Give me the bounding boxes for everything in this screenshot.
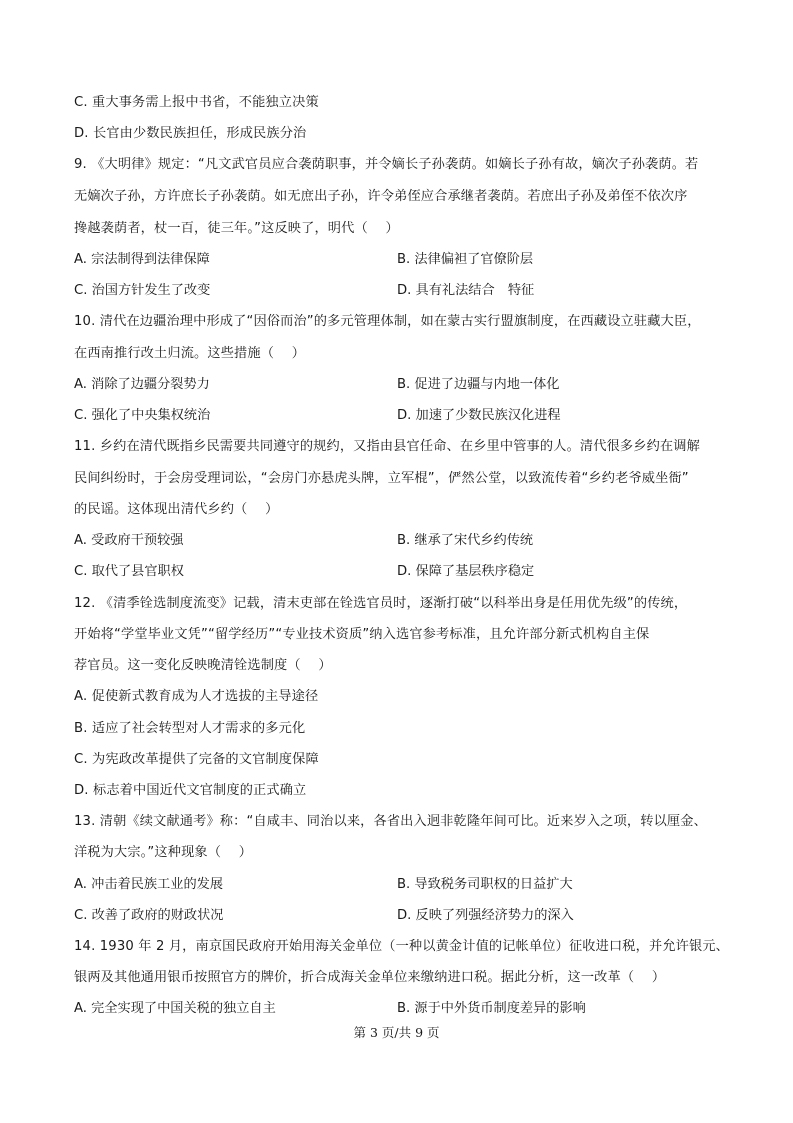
text-line: 9. 《大明律》规定：“凡文武官员应合袭荫职事，并令嫡长子孙袭荫。如嫡长子孙有故，嫡次子孙袭荫。若 bbox=[74, 157, 699, 172]
text-line: 洋税为大宗。”这种现象（ ） bbox=[74, 845, 253, 860]
answer-option-left: A. 消除了边疆分裂势力 bbox=[74, 377, 210, 392]
text-line: B. 适应了社会转型对人才需求的多元化 bbox=[74, 721, 306, 736]
text-line: 13. 清朝《续文献通考》称：“自咸丰、同治以来，各省出入迥非乾隆年间可比。近来岁入之项，转以厘金、 bbox=[74, 814, 707, 829]
text-line: 银两及其他通用银币按照官方的牌价，折合成海关金单位来缴纳进口税。据此分析，这一改革（ ） bbox=[74, 970, 666, 985]
answer-option-left: A. 完全实现了中国关税的独立自主 bbox=[74, 1001, 276, 1016]
text-line: D. 长官由少数民族担任，形成民族分治 bbox=[74, 126, 307, 141]
answer-option-right: B. 继承了宋代乡约传统 bbox=[397, 533, 534, 548]
text-line: 搀越袭荫者，杖一百，徒三年。”这反映了，明代（ ） bbox=[74, 221, 399, 236]
answer-option-left: C. 治国方针发生了改变 bbox=[74, 283, 211, 298]
answer-option-left: A. 受政府干预较强 bbox=[74, 533, 184, 548]
answer-option-right: D. 具有礼法结合 特征 bbox=[397, 283, 535, 298]
answer-option-right: B. 法律偏袒了官僚阶层 bbox=[397, 252, 534, 267]
text-line: 无嫡次子孙，方许庶长子孙袭荫。如无庶出子孙，许令弟侄应合承继者袭荫。若庶出子孙及弟侄不依次序 bbox=[74, 189, 688, 204]
page-footer: 第 3 页/共 9 页 bbox=[353, 1025, 440, 1040]
text-line: 的民谣。这体现出清代乡约（ ） bbox=[74, 502, 279, 517]
answer-option-left: A. 冲击着民族工业的发展 bbox=[74, 877, 224, 892]
answer-option-right: D. 保障了基层秩序稳定 bbox=[397, 564, 535, 579]
text-line: 11. 乡约在清代既指乡民需要共同遵守的规约，又指由县官任命、在乡里中管事的人。清代很多乡约在调解 bbox=[74, 439, 700, 454]
answer-option-right: B. 导致税务司职权的日益扩大 bbox=[397, 877, 573, 892]
answer-option-right: D. 反映了列强经济势力的深入 bbox=[397, 908, 574, 923]
text-line: 14. 1930 年 2 月，南京国民政府开始用海关金单位（一种以黄金计值的记帐单位）征收进口税，并允许银元、 bbox=[74, 939, 729, 954]
text-line: 12. 《清季铨选制度流变》记载，清末吏部在铨选官员时，逐渐打破“以科举出身是任用优先级”的传统， bbox=[74, 596, 688, 611]
answer-option-left: C. 改善了政府的财政状况 bbox=[74, 908, 224, 923]
text-line: 开始将“学堂毕业文凭”“留学经历”“专业技术资质”纳入选官参考标准，且允许部分新式机构自主保 bbox=[74, 627, 650, 642]
text-line: 在西南推行改土归流。这些措施（ ） bbox=[74, 346, 306, 361]
answer-option-left: C. 取代了县官职权 bbox=[74, 564, 184, 579]
answer-option-right: D. 加速了少数民族汉化进程 bbox=[397, 408, 561, 423]
answer-option-right: B. 源于中外货币制度差异的影响 bbox=[397, 1001, 586, 1016]
answer-option-left: A. 宗法制得到法律保障 bbox=[74, 252, 210, 267]
text-line: 民间纠纷时，于会房受理词讼，“会房门亦悬虎头牌，立军棍”，俨然公堂，以致流传着“乡约老爷威坐衙” bbox=[74, 471, 689, 486]
text-line: A. 促使新式教育成为人才选拔的主导途径 bbox=[74, 689, 319, 704]
answer-option-right: B. 促进了边疆与内地一体化 bbox=[397, 377, 560, 392]
text-line: C. 重大事务需上报中书省，不能独立决策 bbox=[74, 95, 319, 110]
text-line: 10. 清代在边疆治理中形成了“因俗而治”的多元管理体制，如在蒙古实行盟旗制度，在西藏设立驻藏大臣， bbox=[74, 314, 701, 329]
text-line: C. 为宪政改革提供了完备的文官制度保障 bbox=[74, 752, 319, 767]
text-line: D. 标志着中国近代文官制度的正式确立 bbox=[74, 783, 307, 798]
text-line: 荐官员。这一变化反映晚清铨选制度（ ） bbox=[74, 658, 332, 673]
answer-option-left: C. 强化了中央集权统治 bbox=[74, 408, 211, 423]
